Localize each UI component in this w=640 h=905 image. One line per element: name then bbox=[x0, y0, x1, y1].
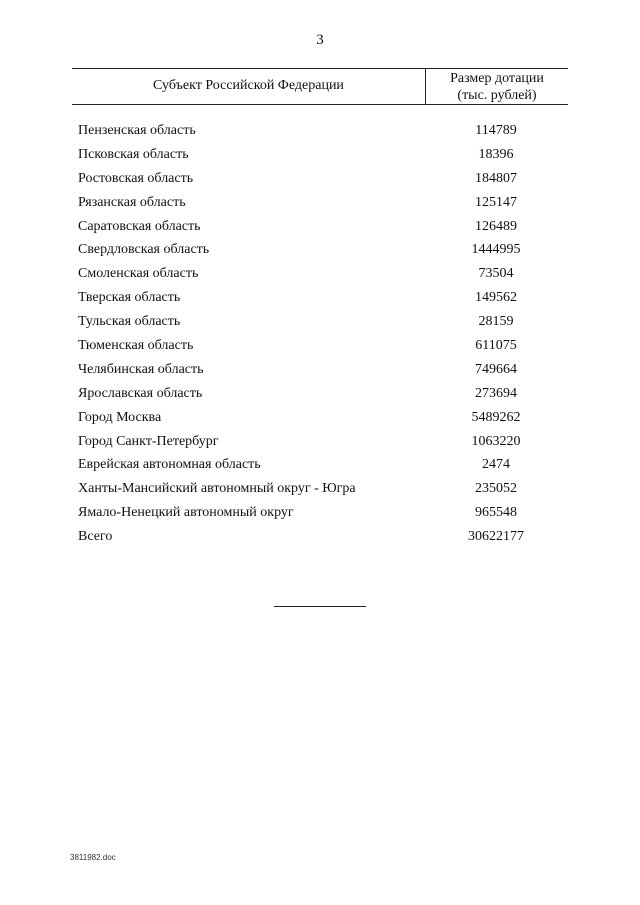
column-header-amount bbox=[426, 70, 568, 104]
column-header-subject: Субъект Российской Федерации bbox=[153, 78, 344, 93]
subsidy-amount: 1444995 bbox=[471, 242, 521, 258]
region-name: Ростовская область bbox=[78, 170, 194, 186]
subsidy-amount: 149562 bbox=[475, 290, 517, 306]
region-name: Еврейская автономная область bbox=[78, 457, 261, 473]
table-row bbox=[78, 477, 568, 501]
subsidy-amount: 125147 bbox=[475, 194, 517, 210]
table-row bbox=[78, 430, 568, 454]
table-row bbox=[78, 310, 568, 334]
subsidy-amount: 5489262 bbox=[471, 409, 521, 425]
region-name: Город Санкт-Петербург bbox=[78, 433, 219, 449]
subsidy-amount: 1063220 bbox=[471, 433, 521, 449]
region-name: Рязанская область bbox=[78, 194, 186, 210]
table-row bbox=[78, 382, 568, 406]
subsidy-amount: 114789 bbox=[475, 123, 517, 138]
subsidy-amount: 235052 bbox=[475, 481, 517, 497]
subsidy-amount: 184807 bbox=[475, 170, 517, 186]
region-name: Смоленская область bbox=[78, 266, 199, 282]
table-row bbox=[78, 143, 568, 167]
subsidy-amount: 18396 bbox=[478, 146, 514, 162]
subsidy-amount: 73504 bbox=[478, 266, 514, 282]
region-name: Город Москва bbox=[78, 409, 162, 425]
table-row bbox=[78, 119, 568, 143]
table-row bbox=[78, 358, 568, 382]
subsidy-amount: 611075 bbox=[475, 338, 517, 354]
region-name: Тверская область bbox=[78, 290, 181, 306]
column-header-amount-unit: (тыс. рублей) bbox=[457, 88, 537, 103]
region-name: Ханты-Мансийский автономный округ - Югра bbox=[78, 481, 356, 497]
footer-file-name: 3811982.doc bbox=[70, 853, 116, 862]
region-name: Ямало-Ненецкий автономный округ bbox=[78, 505, 294, 521]
table-header-bottom-rule bbox=[72, 104, 568, 105]
table-row bbox=[78, 191, 568, 215]
table-row bbox=[78, 238, 568, 262]
table-row bbox=[78, 286, 568, 310]
table-row-total bbox=[78, 525, 568, 549]
total-amount: 30622177 bbox=[468, 529, 524, 545]
page-number: 3 bbox=[316, 32, 324, 48]
table-row bbox=[78, 406, 568, 430]
region-name: Пензенская область bbox=[78, 123, 196, 138]
end-of-table-rule bbox=[274, 606, 366, 607]
subsidy-amount: 28159 bbox=[478, 314, 514, 330]
region-name: Псковская область bbox=[78, 146, 189, 162]
table-header-top-rule bbox=[72, 68, 568, 69]
table-row bbox=[78, 501, 568, 525]
region-name: Свердловская область bbox=[78, 242, 210, 258]
subsidy-amount: 273694 bbox=[475, 385, 517, 401]
region-name: Челябинская область bbox=[78, 361, 204, 377]
table-row bbox=[78, 262, 568, 286]
region-name: Саратовская область bbox=[78, 218, 201, 234]
subsidy-table-body bbox=[78, 119, 568, 549]
total-label: Всего bbox=[78, 529, 113, 545]
table-row bbox=[78, 215, 568, 239]
subsidy-amount: 2474 bbox=[482, 457, 510, 473]
region-name: Тюменская область bbox=[78, 338, 194, 354]
table-row bbox=[78, 167, 568, 191]
region-name: Тульская область bbox=[78, 314, 181, 330]
region-name: Ярославская область bbox=[78, 385, 203, 401]
table-row bbox=[78, 334, 568, 358]
subsidy-amount: 749664 bbox=[475, 361, 517, 377]
subsidy-amount: 126489 bbox=[475, 218, 517, 234]
column-header-amount-title: Размер дотации bbox=[450, 71, 544, 86]
subsidy-amount: 965548 bbox=[475, 505, 517, 521]
table-row bbox=[78, 453, 568, 477]
